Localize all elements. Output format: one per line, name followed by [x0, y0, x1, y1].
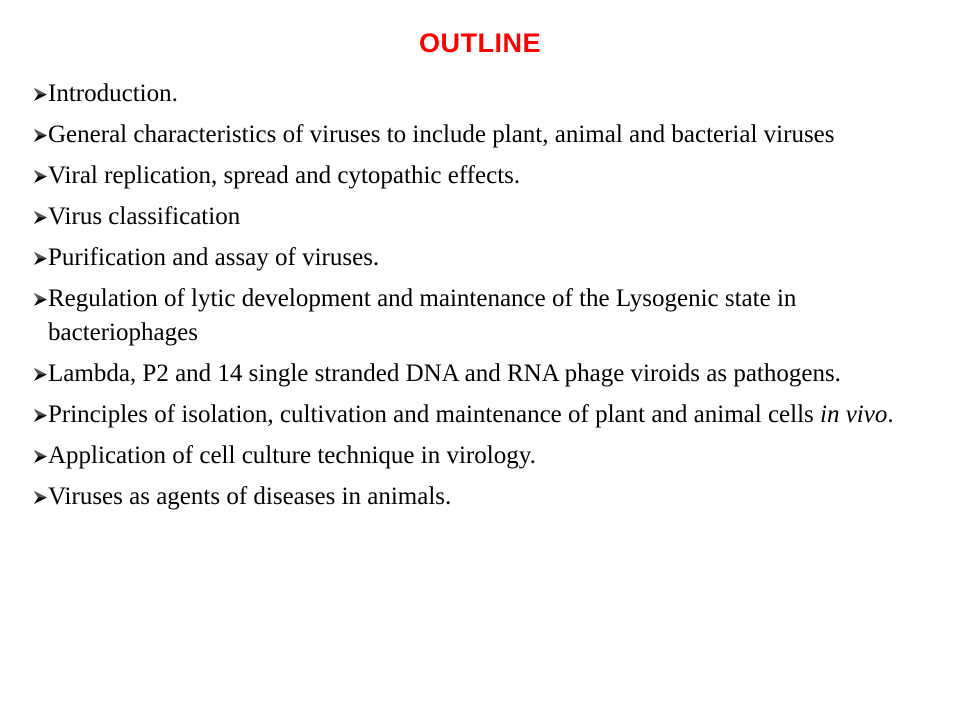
list-item-text-before: Principles of isolation, cultivation and maintenance of plant and animal cells [48, 401, 821, 428]
outline-list [33, 77, 938, 521]
list-item [33, 200, 938, 234]
arrowhead-bullet-icon [33, 128, 48, 143]
list-item-text: Introduction. [48, 80, 178, 107]
list-item-text-after: . [887, 401, 894, 428]
list-item [33, 118, 938, 152]
list-item-text: Regulation of lytic development and maintenance of the Lysogenic state in bacteriophages [48, 285, 797, 346]
list-item-text [48, 401, 894, 428]
list-item [33, 282, 938, 350]
arrowhead-bullet-icon [33, 169, 48, 184]
slide-title: OUTLINE [419, 28, 541, 58]
list-item [33, 159, 938, 193]
list-item-text: Viral replication, spread and cytopathic effects. [48, 162, 521, 189]
list-item [33, 398, 938, 432]
list-item-text: General characteristics of viruses to include plant, animal and bacterial viruses [48, 121, 835, 148]
arrowhead-bullet-icon [33, 87, 48, 102]
arrowhead-bullet-icon [33, 251, 48, 266]
arrowhead-bullet-icon [33, 449, 48, 464]
arrowhead-bullet-icon [33, 292, 48, 307]
arrowhead-bullet-icon [33, 210, 48, 225]
arrowhead-bullet-icon [33, 408, 48, 423]
list-item-text: Application of cell culture technique in virology. [48, 442, 536, 469]
list-item [33, 480, 938, 514]
list-item [33, 439, 938, 473]
list-item-text: Purification and assay of viruses. [48, 244, 380, 271]
list-item-text: Virus classification [48, 203, 241, 230]
arrowhead-bullet-icon [33, 367, 48, 382]
list-item-text: Viruses as agents of diseases in animals. [48, 483, 452, 510]
list-item [33, 241, 938, 275]
arrowhead-bullet-icon [33, 490, 48, 505]
list-item [33, 77, 938, 111]
list-item [33, 357, 938, 391]
list-item-text-italic: in vivo [820, 401, 888, 428]
list-item-text: Lambda, P2 and 14 single stranded DNA and RNA phage viroids as pathogens. [48, 360, 841, 387]
